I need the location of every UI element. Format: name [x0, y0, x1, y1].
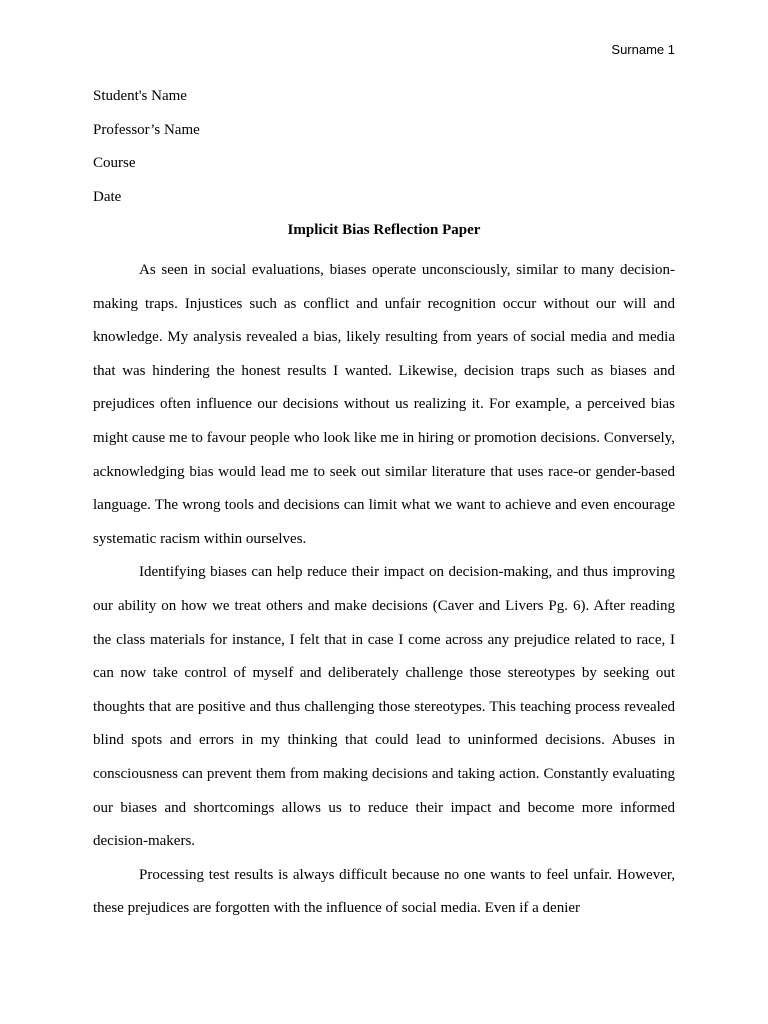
date: Date	[93, 188, 122, 205]
body-text	[93, 254, 675, 926]
professor-name: Professor’s Name	[93, 121, 200, 138]
paragraph: Processing test results is always difficult because no one wants to feel unfair. However, these prejudices are forgotten with the influence of social media. Even if a denier	[93, 866, 675, 917]
running-head: Surname 1	[611, 42, 675, 57]
paragraph: As seen in social evaluations, biases operate unconsciously, similar to many decision-making traps. Injustices such as conflict and unfair recognition occur without our will and knowledge. My analysis revealed a bias, likely resulting from years of social media and media that was hindering the honest results I wanted. Likewise, decision traps such as biases and prejudices often influence our decisions without us realizing it. For example, a perceived bias might cause me to favour people who look like me in hiring or promotion decisions. Conversely, acknowledging bias would lead me to seek out similar literature that uses race-or gender-based language. The wrong tools and decisions can limit what we want to achieve and even encourage systematic racism within ourselves.	[93, 262, 675, 547]
heading-block	[93, 86, 675, 220]
course: Course	[93, 155, 136, 172]
student-name: Student's Name	[93, 88, 187, 104]
paper-title: Implicit Bias Reflection Paper	[287, 222, 481, 238]
paragraph: Identifying biases can help reduce their impact on decision-making, and thus improving our ability on how we treat others and make decisions (Caver and Livers Pg. 6). After reading the class materials for instance, I felt that in case I come across any prejudice related to race, I can now take control of myself and deliberately challenge those stereotypes by seeking out thoughts that are positive and thus challenging those stereotypes. This teaching process revealed blind spots and errors in my thinking that could lead to uninformed decisions. Abuses in consciousness can prevent them from making decisions and taking action. Constantly evaluating our biases and shortcomings allows us to reduce their impact and become more informed decision-makers.	[93, 564, 675, 850]
